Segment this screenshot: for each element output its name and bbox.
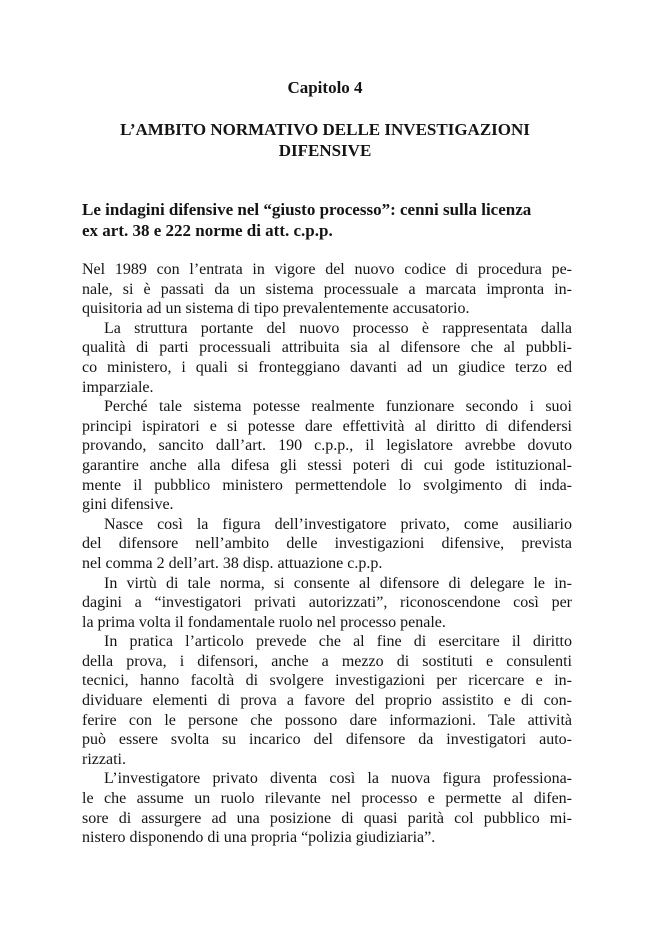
body-text xyxy=(82,260,572,848)
text-line: le che assume un ruolo rilevante nel processo e permette al difen- xyxy=(82,790,572,808)
text-line: nale, si è passati da un sistema processuale a marcata impronta in- xyxy=(82,280,572,298)
text-line: quisitoria ad un sistema di tipo prevalentemente accusatorio. xyxy=(82,300,470,318)
text-line: Nasce così la figura dell’investigatore privato, come ausiliario xyxy=(104,515,572,533)
chapter-title-line: L’AMBITO NORMATIVO DELLE INVESTIGAZIONI xyxy=(120,120,530,139)
text-line: gini difensive. xyxy=(82,496,174,514)
text-line: mente il pubblico ministero permettendole lo svolgimento di inda- xyxy=(82,476,572,494)
section-heading xyxy=(82,199,572,241)
chapter-title-line: DIFENSIVE xyxy=(278,141,372,160)
section-heading-line: Le indagini difensive nel “giusto processo”: cenni sulla licenza xyxy=(82,200,532,219)
text-line: imparziale. xyxy=(82,378,154,396)
text-line: sore di assurgere ad una posizione di quasi parità col pubblico mi- xyxy=(82,809,572,827)
text-line: nistero disponendo di una propria “polizia giudiziaria”. xyxy=(82,829,436,847)
chapter-title xyxy=(60,119,590,161)
text-line: co ministero, i quali si fronteggiano davanti ad un giudice terzo ed xyxy=(82,358,572,376)
text-line: provando, sancito dall’art. 190 c.p.p., il legislatore avrebbe dovuto xyxy=(82,437,572,455)
text-line: L’investigatore privato diventa così la nuova figura professiona- xyxy=(104,770,572,788)
section-heading-line: ex art. 38 e 222 norme di att. c.p.p. xyxy=(82,221,333,240)
text-line: garantire anche alla difesa gli stessi poteri di cui gode istituzional- xyxy=(82,456,572,474)
text-line: rizzati. xyxy=(82,750,126,768)
text-line: tecnici, hanno facoltà di svolgere investigazioni per ricercare e in- xyxy=(82,672,572,690)
text-line: Nel 1989 con l’entrata in vigore del nuovo codice di procedura pe- xyxy=(82,261,572,278)
chapter-label: Capitolo 4 xyxy=(287,78,363,97)
text-line: può essere svolta su incarico del difensore da investigatori auto- xyxy=(82,731,572,749)
text-line: nel comma 2 dell’art. 38 disp. attuazione c.p.p. xyxy=(82,554,383,572)
text-line: La struttura portante del nuovo processo è rappresentata dalla xyxy=(104,319,572,337)
text-line: In virtù di tale norma, si consente al difensore di delegare le in- xyxy=(104,574,572,592)
text-line: principi ispiratori e si potesse dare effettività al diritto di difendersi xyxy=(82,417,572,435)
text-line: In pratica l’articolo prevede che al fine di esercitare il diritto xyxy=(104,633,572,651)
text-line: dividuare elementi di prova a favore del proprio assistito e di con- xyxy=(82,692,572,710)
text-line: dagini a “investigatori privati autorizzati”, riconoscendone così per xyxy=(82,594,572,612)
text-line: la prima volta il fondamentale ruolo nel processo penale. xyxy=(82,613,446,631)
text-line: qualità di parti processuali attribuita sia al difensore che al pubbli- xyxy=(82,339,572,357)
text-line: della prova, i difensori, anche a mezzo di sostituti e consulenti xyxy=(82,652,572,670)
text-line: del difensore nell’ambito delle investigazioni difensive, prevista xyxy=(82,535,572,553)
text-line: Perché tale sistema potesse realmente funzionare secondo i suoi xyxy=(104,398,572,416)
text-line: ferire con le persone che possono dare informazioni. Tale attività xyxy=(82,711,572,729)
